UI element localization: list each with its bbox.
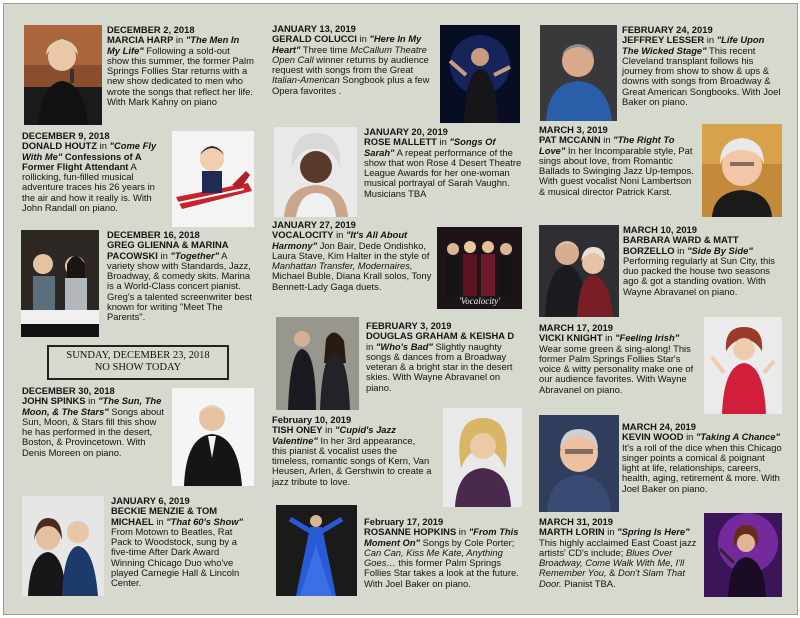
show-title: "Come Fly With Me" <box>22 140 157 162</box>
show-title: "The Right To Love" <box>539 134 675 156</box>
show-calendar-page <box>3 3 798 615</box>
entry-vicki-knight: MARCH 17, 2019 VICKI KNIGHT in "Feeling Irish" Wear some green & sing-along! This former Palm Springs Follies Star's voice & witty personality make one of our audience favorites. With Wayne Abravanel on piano. <box>539 322 694 395</box>
show-artist: DOUGLAS GRAHAM & KEISHA D <box>366 330 515 342</box>
show-title: "Life Upon The Wicked Stage" <box>622 34 765 56</box>
entry-marth-lorin: MARCH 31, 2019 MARTH LORIN in "Spring Is Here" This highly acclaimed East Coast jazz artists' CD's include; Blues Over Broadway, Come Walk With Me, I'll Remember You, & Don't Slam That Door. Pianist TBA. <box>539 516 697 589</box>
show-description: Slightly naughty songs & dances from a Broadway veteran & a bright star in the desert skies. With Wayne Abravanel on piano. <box>366 340 513 393</box>
show-date: DECEMBER 9, 2018 <box>22 130 110 141</box>
show-description: Michael Buble, Diana Krall solos, Tony Bennett-Lady Gaga duets. <box>272 270 432 292</box>
show-artist: JOHN SPINKS <box>22 395 86 407</box>
show-description: It's a roll of the dice when this Chicago singer points a comical & poignant light at life, relationships, careers, health, aging, retirement & more. With Joel Baker on piano. <box>622 441 782 494</box>
show-title: "Taking A Chance" <box>695 431 780 443</box>
show-title: "Here In My Heart" <box>272 33 422 55</box>
photo-marcia-harp <box>24 25 102 125</box>
show-title: "The Men In My Life" <box>107 34 240 56</box>
show-description: Pianist TBA. <box>561 577 616 589</box>
show-date: DECEMBER 16, 2018 <box>107 229 200 240</box>
show-date: MARCH 17, 2019 <box>539 322 613 333</box>
show-date: MARCH 24, 2019 <box>622 421 696 432</box>
photo-pat-mccann <box>702 124 782 217</box>
show-description: winner returns by audience request with songs from the Great <box>272 53 429 76</box>
show-artist: BECKIE MENZIE & TOM MICHAEL <box>111 505 218 527</box>
show-date: MARCH 10, 2019 <box>623 224 697 235</box>
entry-tish-oney: February 10, 2019 TISH ONEY in "Cupid's Jazz Valentine" In her 3rd appearance, this pianist & vocalist uses the timeless, romantic songs of Kern, Van Heusen, Arlen, & Gershwin to create a jazz tribute to love. <box>272 414 432 487</box>
entry-vocalocity: JANUARY 27, 2019 VOCALOCITY in "It's All About Harmony" Jon Bair, Dede Ondishko, Laura Stave, Kim Halter in the style of Manhattan Transfer, Modernaires, Michael Buble, Diana Krall solos, Tony Bennett-Lady Gaga duets. <box>272 219 432 292</box>
show-artist: TISH ONEY <box>272 424 323 436</box>
vocalocity-sign: 'Vocalocity' <box>458 296 501 306</box>
show-description: Wear some green & sing-along! This former Palm Springs Follies Star's voice & witty personality make one of our audience favorites. With Wayne Abravanel on piano. <box>539 342 694 395</box>
photo-glienna-pacowski <box>21 230 99 337</box>
show-description: From Motown to Beatles, Rat Pack to Woodstock, sung by a five-time After Dark Award Winning Chicago Duo who've played Carnegie Hall & Lincoln Center. <box>111 525 240 589</box>
show-description-italic: Can Can, Kiss Me Kate, Anything Goes… <box>364 546 503 569</box>
show-description: This recent Cleveland transplant follows his journey from show to show & ups & downs with songs from Broadway & Great American Songbooks. With Joel Baker on piano. <box>622 44 781 108</box>
show-artist: KEVIN WOOD <box>622 431 684 443</box>
photo-john-spinks <box>172 388 254 486</box>
show-title: "Who's Bad" <box>375 340 433 352</box>
entry-menzie-michael: JANUARY 6, 2019 BECKIE MENZIE & TOM MICHAEL in "That 60's Show" From Motown to Beatles, Rat Pack to Woodstock, sung by a five-time After Dark Award Winning Chicago Duo who've played Carnegie Hall & Lincoln Center. <box>111 495 243 589</box>
show-description-italic: McCallum Theatre Open Call <box>272 43 427 65</box>
show-artist: GERALD COLUCCI <box>272 33 357 45</box>
photo-rosanne-hopkins <box>276 505 357 596</box>
photo-vocalocity <box>437 227 522 309</box>
show-description: This highly acclaimed East Coast jazz artists' CD's include; <box>539 536 697 558</box>
notice-text: NO SHOW TODAY <box>94 362 182 373</box>
show-date: FEBRUARY 3, 2019 <box>366 320 452 331</box>
show-description: A repeat performance of the show that won Rose 4 Desert Theatre League Awards for her one-woman musical portrayal of Sarah Vaughn. Musicians TBA <box>364 146 522 199</box>
entry-pat-mccann: MARCH 3, 2019 PAT MCCANN in "The Right To Love" In her Incomparable style, Pat sings about love, from Romantic Ballads to Swinging Jazz Up-tempos. With guest vocalist Noni Lambertson & musical director Patrick Karst. <box>539 124 694 197</box>
show-date: DECEMBER 2, 2018 <box>107 24 195 35</box>
entry-rose-mallett: JANUARY 20, 2019 ROSE MALLETT in "Songs Of Sarah" A repeat performance of the show that won Rose 4 Desert Theatre League Awards for her one-woman musical portrayal of Sarah Vaughn. Musicians TBA <box>364 126 522 199</box>
show-date: MARCH 31, 2019 <box>539 516 613 527</box>
show-description: Songs by Cole Porter; <box>420 536 515 548</box>
show-artist: VOCALOCITY <box>272 229 334 241</box>
show-date: JANUARY 13, 2019 <box>272 23 356 34</box>
show-title: "That 60's Show" <box>166 515 243 527</box>
entry-jeffrey-lesser: FEBRUARY 24, 2019 JEFFREY LESSER in "Life Upon The Wicked Stage" This recent Cleveland transplant follows his journey from show to show & ups & downs with songs from Broadway & Great American Songbooks. With Joel Baker on piano. <box>622 24 781 108</box>
photo-marth-lorin <box>704 513 782 597</box>
entry-john-spinks: DECEMBER 30, 2018 JOHN SPINKS in "The Sun, The Moon, & The Stars" Songs about Sun, Moon, & Stars fill this show he has performed in the desert, Boston, & Provincetown. With Denis Moreen on piano. <box>22 385 165 458</box>
entry-marcia-harp: DECEMBER 2, 2018 MARCIA HARP in "The Men In My Life" Following a sold-out show this summer, the former Palm Springs Follies Star returns with a new show dedicated to men who wrote the songs that reflect her life. With Mark Kahny on piano <box>107 24 254 108</box>
entry-donald-houtz: DECEMBER 9, 2018 DONALD HOUTZ in "Come Fly With Me" Confessions of A Former Flight Attendant A rollicking, fun-filled musical adventure traces his 26 years in the air and how it really is. With John Randall on piano. <box>22 130 157 214</box>
photo-jeffrey-lesser <box>540 25 617 121</box>
photo-kevin-wood <box>539 415 619 512</box>
show-description: Three time <box>300 43 351 55</box>
show-title: "It's All About Harmony" <box>272 229 408 251</box>
show-title: "Side By Side" <box>687 244 753 256</box>
photo-ward-borzello <box>539 225 619 317</box>
photo-menzie-michael <box>22 496 104 596</box>
show-description: & <box>606 567 619 579</box>
show-subtitle: Confessions of A Former Flight Attendant <box>22 150 142 172</box>
show-title: "Cupid's Jazz Valentine" <box>272 424 396 446</box>
show-title: "The Sun, The Moon, & The Stars" <box>22 395 162 417</box>
photo-rose-mallett <box>274 127 357 217</box>
entry-gerald-colucci: JANUARY 13, 2019 GERALD COLUCCI in "Here In My Heart" Three time McCallum Theatre Open Call winner returns by audience request with songs from the Great Italian-American Songbook plus a few Opera favorites . <box>272 23 430 96</box>
show-description: Performing regularly at Sun City, this duo packed the house two seasons ago & got a standing ovation. With Wayne Abravanel on piano. <box>623 254 775 297</box>
show-description-italic: Manhattan Transfer, Modernaires, <box>272 260 413 272</box>
photo-graham-keisha <box>276 317 359 410</box>
show-date: FEBRUARY 24, 2019 <box>622 24 713 35</box>
show-date: JANUARY 6, 2019 <box>111 495 190 506</box>
photo-gerald-colucci <box>440 25 520 123</box>
show-date: February 10, 2019 <box>272 414 352 425</box>
show-description: In her 3rd appearance, this pianist & vocalist uses the timeless, romantic songs of Kern, Van Heusen, Arlen, & Gershwin to create a jazz tribute to love. <box>272 434 432 487</box>
show-date: MARCH 3, 2019 <box>539 124 608 135</box>
show-artist: PAT MCCANN <box>539 134 601 146</box>
entry-graham-keisha: FEBRUARY 3, 2019 DOUGLAS GRAHAM & KEISHA D in "Who's Bad" Slightly naughty songs & dances from a Broadway veteran & a bright star in the desert skies. With Wayne Abravanel on piano. <box>366 320 515 393</box>
show-date: DECEMBER 30, 2018 <box>22 385 115 396</box>
show-date: February 17, 2019 <box>364 516 444 527</box>
show-title: "Spring Is Here" <box>617 526 690 538</box>
show-artist: BARBARA WARD & MATT BORZELLO <box>623 234 739 256</box>
show-artist: VICKI KNIGHT <box>539 332 603 344</box>
notice-date: SUNDAY, DECEMBER 23, 2018 <box>66 350 210 361</box>
entry-rosanne-hopkins: February 17, 2019 ROSANNE HOPKINS in "From This Moment On" Songs by Cole Porter; Can Can, Kiss Me Kate, Anything Goes… this former Palm Springs Follies Star takes a look at the future. With Joel Baker on piano. <box>364 516 519 589</box>
show-description-italic: Don't Slam That Door. <box>539 567 685 589</box>
show-description: Songs about Sun, Moon, & Stars fill this show he has performed in the desert, Boston, & Provincetown. With Denis Moreen on piano. <box>22 405 165 458</box>
show-description-italic: Blues Over Broadway, Come Walk With Me, I'll Remember You, <box>539 546 685 579</box>
photo-tish-oney <box>443 408 522 507</box>
show-title: "From This Moment On" <box>364 526 519 548</box>
show-description: A variety show with Standards, Jazz, Broadway, & comedy skits. Marina is a World-Class concert pianist. Greg's a talented screenwriter best known for writing "Meet The Parents". <box>107 249 253 323</box>
photo-vicki-knight <box>704 317 782 414</box>
show-title: "Feeling Irish" <box>615 332 680 344</box>
entry-ward-borzello: MARCH 10, 2019 BARBARA WARD & MATT BORZELLO in "Side By Side" Performing regularly at Sun City, this duo packed the house two seasons ago & got a standing ovation. With Wayne Abravanel on piano. <box>623 224 775 297</box>
show-description: Jon Bair, Dede Ondishko, Laura Stave, Kim Halter in the style of <box>272 239 430 261</box>
show-description: A rollicking, fun-filled musical adventure traces his 26 years in the air and how it really is. With John Randall on piano. <box>22 160 155 214</box>
show-description-italic: Italian-American <box>272 74 340 86</box>
no-show-notice <box>47 345 229 380</box>
photo-donald-houtz <box>172 131 254 227</box>
show-title: "Together" <box>170 249 220 261</box>
entry-kevin-wood: MARCH 24, 2019 KEVIN WOOD in "Taking A Chance" It's a roll of the dice when this Chicago singer points a comical & poignant light at life, relationships, careers, health, aging, retirement & more. With Joel Baker on piano. <box>622 421 782 494</box>
show-artist: ROSANNE HOPKINS <box>364 526 457 538</box>
show-title: "Songs Of Sarah" <box>364 136 496 158</box>
show-date: JANUARY 20, 2019 <box>364 126 448 137</box>
show-description: Following a sold-out show this summer, the former Palm Springs Follies Star returns with a new show dedicated to men who wrote the songs that reflect her life. With Mark Kahny on piano <box>107 44 254 108</box>
show-artist: MARCIA HARP <box>107 34 174 46</box>
show-description: this former Palm Springs Follies Star takes a look at the future. With Joel Baker on piano. <box>364 557 519 589</box>
show-artist: JEFFREY LESSER <box>622 34 705 46</box>
show-artist: GREG GLIENNA & MARINA PACOWSKI <box>107 239 229 261</box>
entry-glienna-pacowski: DECEMBER 16, 2018 GREG GLIENNA & MARINA PACOWSKI in "Together" A variety show with Standards, Jazz, Broadway, & comedy skits. Marina is a World-Class concert pianist. Greg's a talented screenwriter best known for writing "Meet The Parents". <box>107 229 253 323</box>
show-artist: MARTH LORIN <box>539 526 605 538</box>
show-artist: ROSE MALLETT <box>364 136 437 148</box>
show-description: Songbook plus a few Opera favorites . <box>272 74 430 96</box>
show-description: In her Incomparable style, Pat sings about love, from Romantic Ballads to Swinging Jazz Up-tempos. With guest vocalist Noni Lambertson & musical director Patrick Karst. <box>539 144 694 197</box>
show-date: JANUARY 27, 2019 <box>272 219 356 230</box>
show-artist: DONALD HOUTZ <box>22 140 97 152</box>
